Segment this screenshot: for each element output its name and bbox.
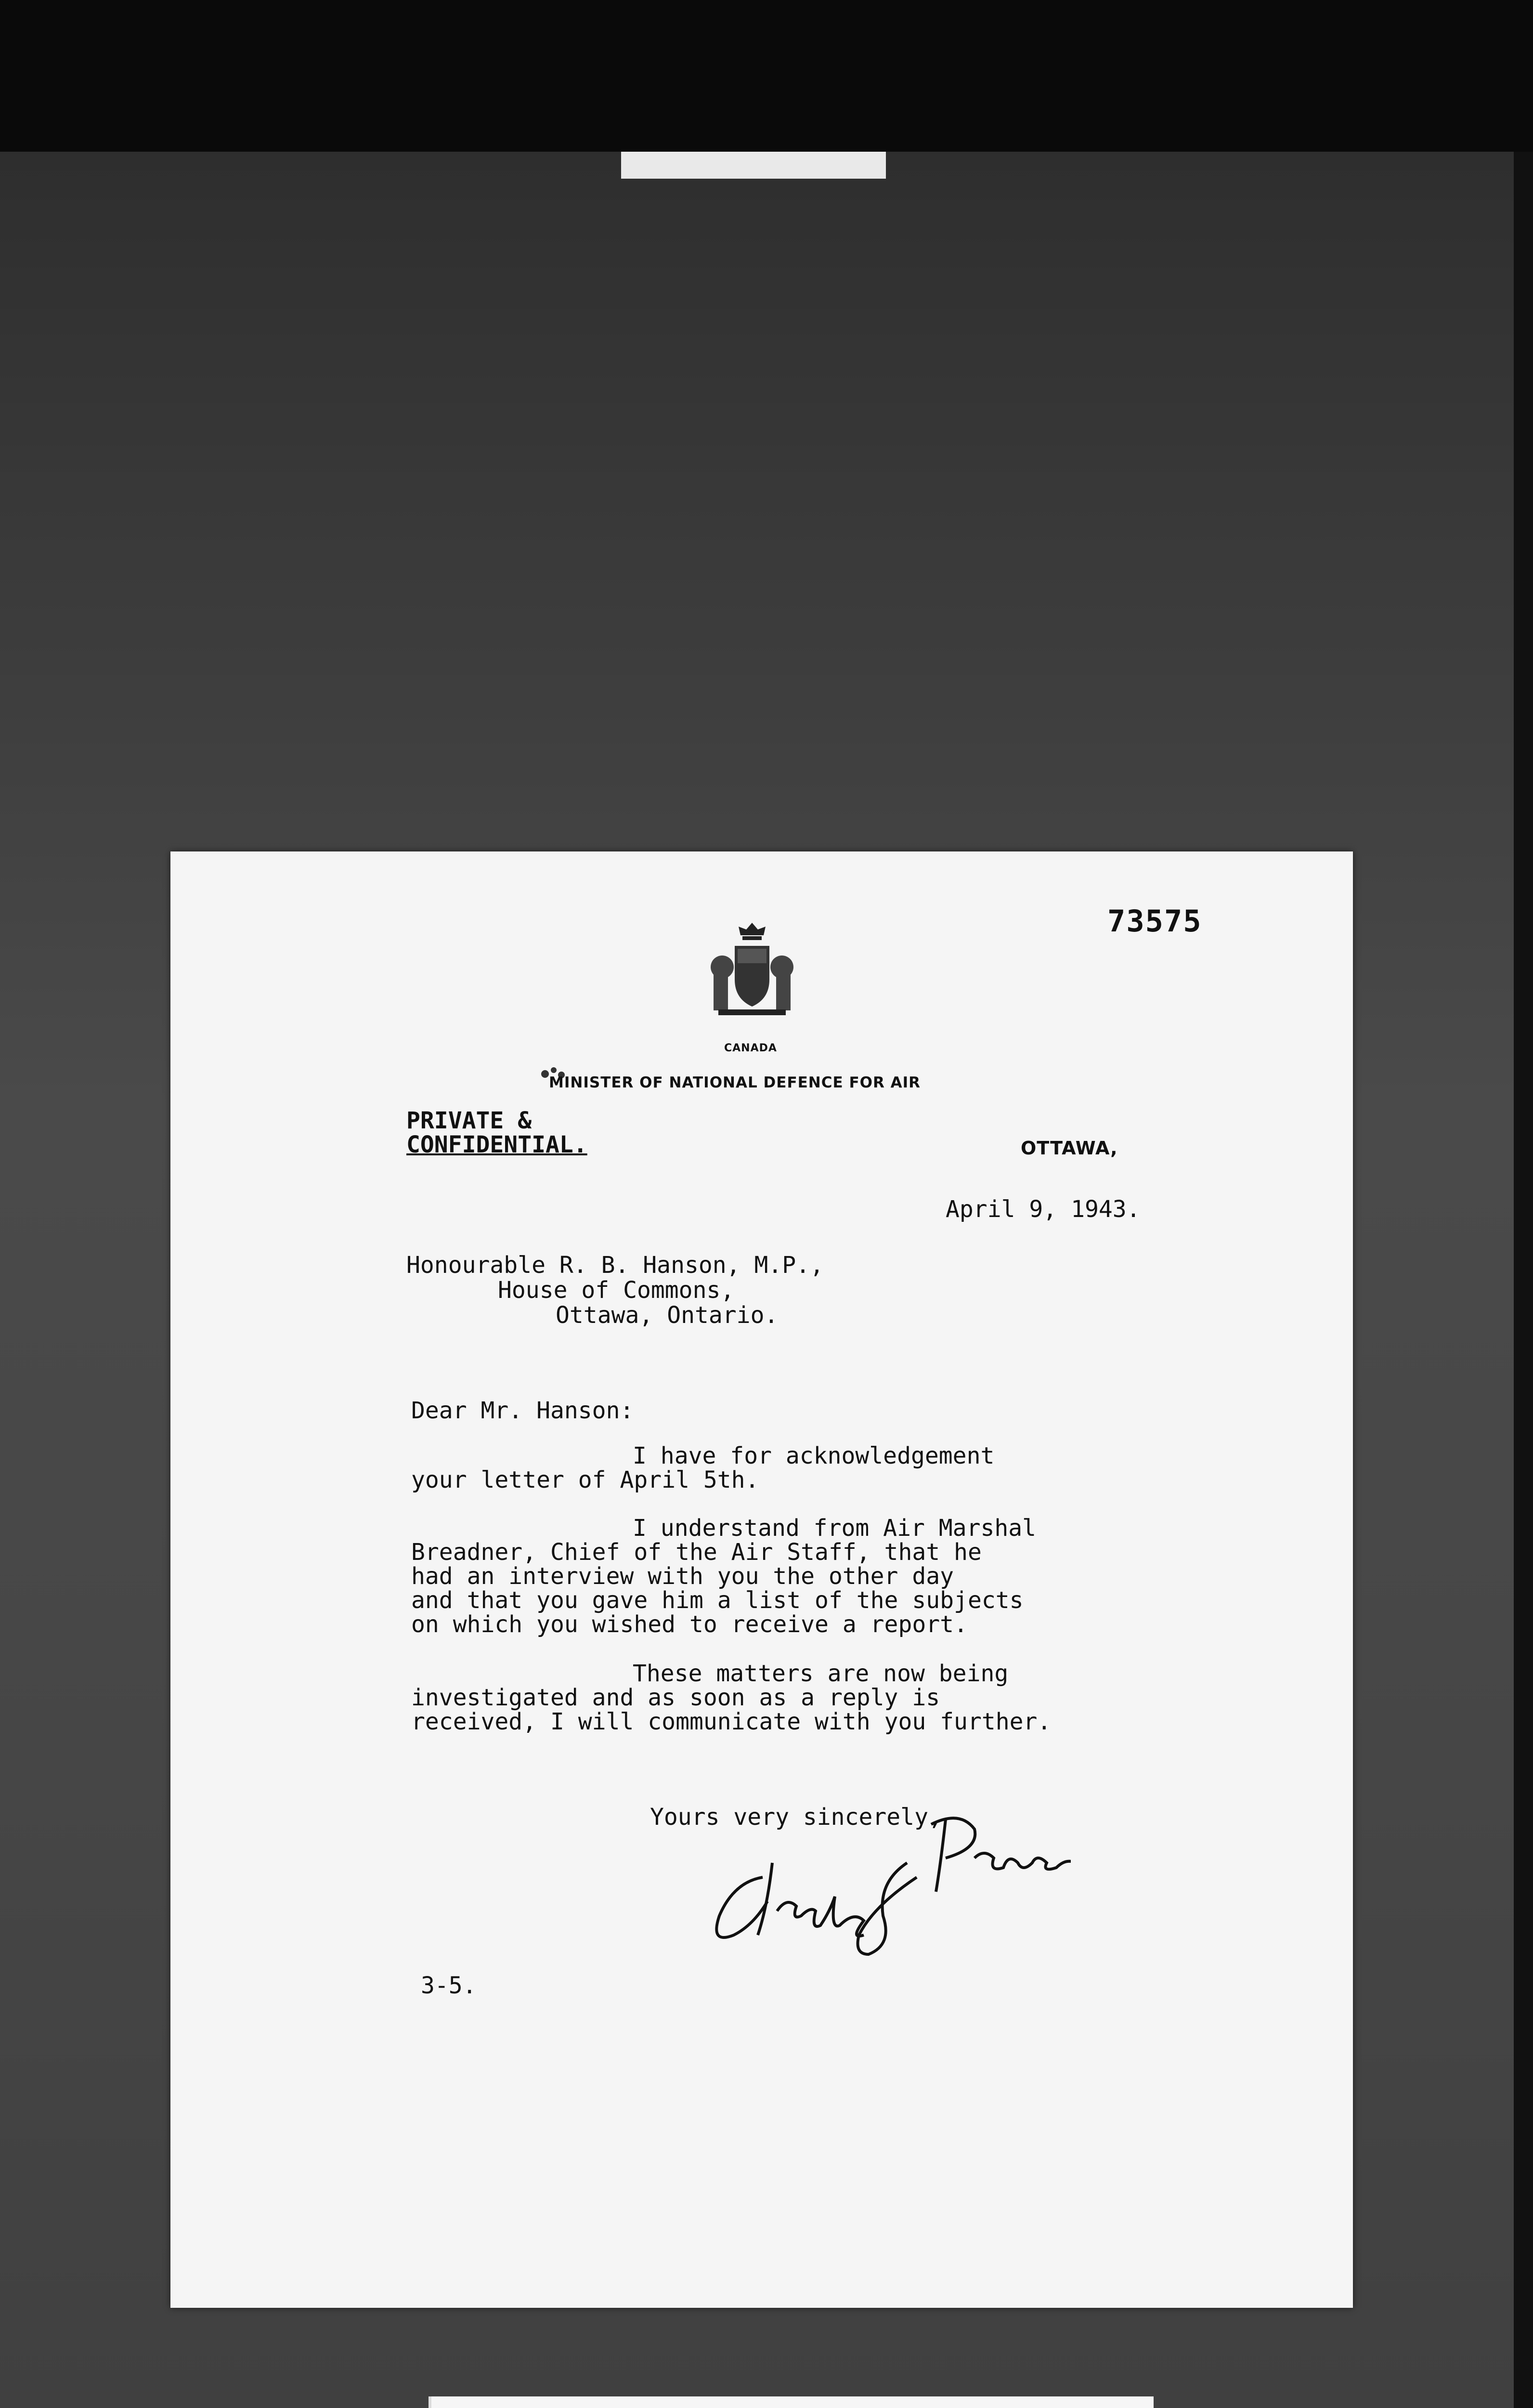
scan-top-border xyxy=(0,0,1533,156)
letterhead-title: MINISTER OF NATIONAL DEFENCE FOR AIR xyxy=(549,1074,921,1091)
letter-page xyxy=(170,851,1353,2308)
marking-line-2: CONFIDENTIAL. xyxy=(406,1131,587,1158)
document-number: 73575 xyxy=(1107,903,1202,939)
volume-label xyxy=(429,2396,1154,2408)
letter-date: April 9, 1943. xyxy=(946,1196,1141,1223)
paragraph-1-line-2: your letter of April 5th. xyxy=(411,1466,759,1493)
top-paper-tab xyxy=(621,152,886,179)
closing: Yours very sincerely, xyxy=(650,1804,942,1831)
marking-line-1: PRIVATE & xyxy=(406,1107,532,1134)
paragraph-3-line-3: received, I will communicate with you further. xyxy=(411,1708,1052,1735)
paragraph-2-line-2: Breadner, Chief of the Air Staff, that he xyxy=(411,1539,982,1566)
reference-number: 3-5. xyxy=(421,1972,477,1999)
paragraph-3-line-2: investigated and as soon as a reply is xyxy=(411,1684,940,1711)
mounting-board-edge xyxy=(1514,152,1533,2408)
place-ottawa: OTTAWA, xyxy=(1021,1138,1118,1159)
paragraph-2-line-4: and that you gave him a list of the subjects xyxy=(411,1587,1024,1614)
handwritten-signature xyxy=(705,1805,1071,1964)
paragraph-3-line-1: These matters are now being xyxy=(633,1660,1009,1687)
paragraph-2-line-5: on which you wished to receive a report. xyxy=(411,1611,968,1638)
paragraph-1-line-1: I have for acknowledgement xyxy=(633,1442,995,1469)
recipient-line-3: Ottawa, Ontario. xyxy=(556,1302,779,1329)
salutation: Dear Mr. Hanson: xyxy=(411,1397,634,1424)
paragraph-2-line-1: I understand from Air Marshal xyxy=(633,1515,1037,1542)
crest-caption: CANADA xyxy=(724,1042,777,1054)
recipient-line-1: Honourable R. B. Hanson, M.P., xyxy=(406,1252,824,1279)
coat-of-arms-icon xyxy=(709,919,795,1020)
recipient-line-2: House of Commons, xyxy=(498,1277,735,1304)
paragraph-2-line-3: had an interview with you the other day xyxy=(411,1563,954,1590)
